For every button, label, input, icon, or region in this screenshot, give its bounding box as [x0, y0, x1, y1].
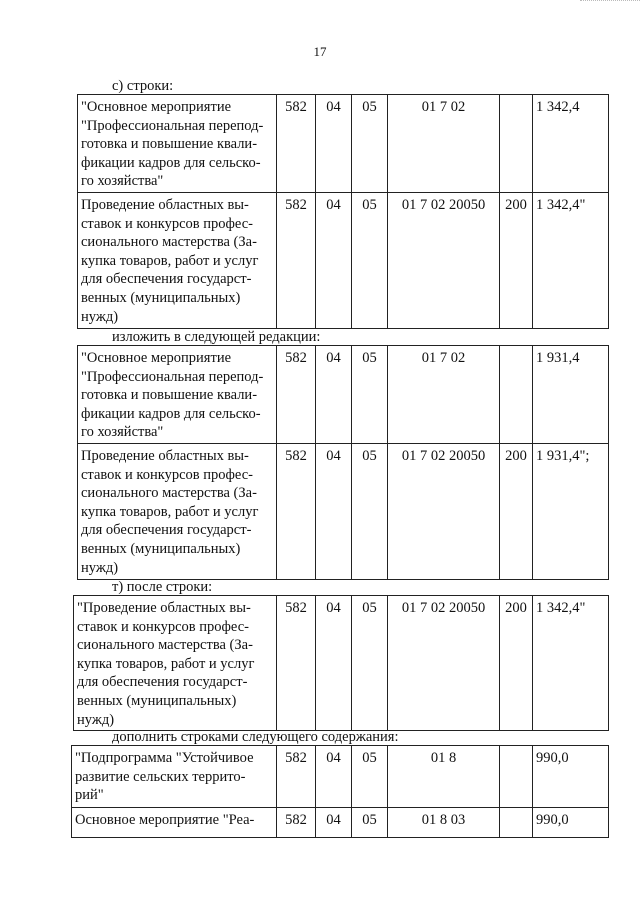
col-section: 04: [316, 193, 352, 329]
table-row: [72, 746, 609, 808]
col-amount: 990,0: [533, 808, 609, 838]
col-subsection: 05: [352, 808, 388, 838]
col-expense-type: [500, 808, 533, 838]
col-section: 04: [316, 746, 352, 808]
col-expense-type: [500, 746, 533, 808]
col-ministry: 582: [277, 95, 316, 193]
col-subsection: 05: [352, 444, 388, 580]
col-target-code: 01 7 02 20050: [388, 193, 500, 329]
scan-edge-mark: [580, 0, 640, 3]
col-section: 04: [316, 808, 352, 838]
row-name: "Основное мероприятие "Профессиональная перепод-готовка и повышение квали-фикации кадров для сельско-го хозяйства": [78, 95, 277, 193]
col-expense-type: 200: [500, 444, 533, 580]
col-amount: 1 931,4: [533, 346, 609, 444]
col-amount: 1 342,4: [533, 95, 609, 193]
col-ministry: 582: [277, 596, 316, 731]
col-amount: 1 342,4": [533, 596, 609, 731]
row-name: "Основное мероприятие "Профессиональная перепод-готовка и повышение квали-фикации кадров для сельско-го хозяйства": [78, 346, 277, 444]
page-number: 17: [313, 44, 327, 59]
col-amount: 1 342,4": [533, 193, 609, 329]
col-subsection: 05: [352, 193, 388, 329]
table-row: [78, 95, 609, 193]
col-expense-type: 200: [500, 193, 533, 329]
col-section: 04: [316, 95, 352, 193]
col-ministry: 582: [277, 746, 316, 808]
table-row: [74, 596, 609, 731]
col-target-code: 01 7 02: [388, 95, 500, 193]
col-target-code: 01 8 03: [388, 808, 500, 838]
col-target-code: 01 7 02: [388, 346, 500, 444]
col-target-code: 01 7 02 20050: [388, 444, 500, 580]
col-subsection: 05: [352, 596, 388, 731]
col-amount: 990,0: [533, 746, 609, 808]
col-amount: 1 931,4";: [533, 444, 609, 580]
section-label-c: с) строки:: [112, 78, 174, 94]
col-ministry: 582: [277, 193, 316, 329]
col-section: 04: [316, 596, 352, 731]
row-name: "Проведение областных вы-ставок и конкурсов профес-сионального мастерства (За-купка товаров, работ и услуг для обеспечения государст-венных (муниципальных) нужд): [74, 596, 277, 731]
row-name: "Подпрограмма "Устойчивое развитие сельских террито-рий": [72, 746, 277, 808]
col-subsection: 05: [352, 746, 388, 808]
col-section: 04: [316, 346, 352, 444]
col-expense-type: [500, 95, 533, 193]
col-section: 04: [316, 444, 352, 580]
col-subsection: 05: [352, 346, 388, 444]
table-section-new-edition: [77, 345, 609, 580]
section-label-add-rows: дополнить строками следующего содержания:: [112, 729, 399, 745]
table-section-add-rows: [71, 745, 609, 838]
table-row: [78, 444, 609, 580]
row-name: Основное мероприятие "Реа-: [72, 808, 277, 838]
col-ministry: 582: [277, 808, 316, 838]
row-name: Проведение областных вы-ставок и конкурсов профес-сионального мастерства (За-купка товаров, работ и услуг для обеспечения государст-венных (муниципальных) нужд): [78, 193, 277, 329]
col-expense-type: [500, 346, 533, 444]
col-expense-type: 200: [500, 596, 533, 731]
col-target-code: 01 8: [388, 746, 500, 808]
col-target-code: 01 7 02 20050: [388, 596, 500, 731]
table-row: [78, 346, 609, 444]
table-section-c: [77, 94, 609, 329]
table-row: [72, 808, 609, 838]
row-name: Проведение областных вы-ставок и конкурсов профес-сионального мастерства (За-купка товаров, работ и услуг для обеспечения государст-венных (муниципальных) нужд): [78, 444, 277, 580]
table-row: [78, 193, 609, 329]
col-ministry: 582: [277, 444, 316, 580]
col-ministry: 582: [277, 346, 316, 444]
table-section-t: [73, 595, 609, 731]
col-subsection: 05: [352, 95, 388, 193]
section-label-t: т) после строки:: [112, 579, 213, 595]
section-label-new-edition: изложить в следующей редакции:: [112, 329, 321, 345]
